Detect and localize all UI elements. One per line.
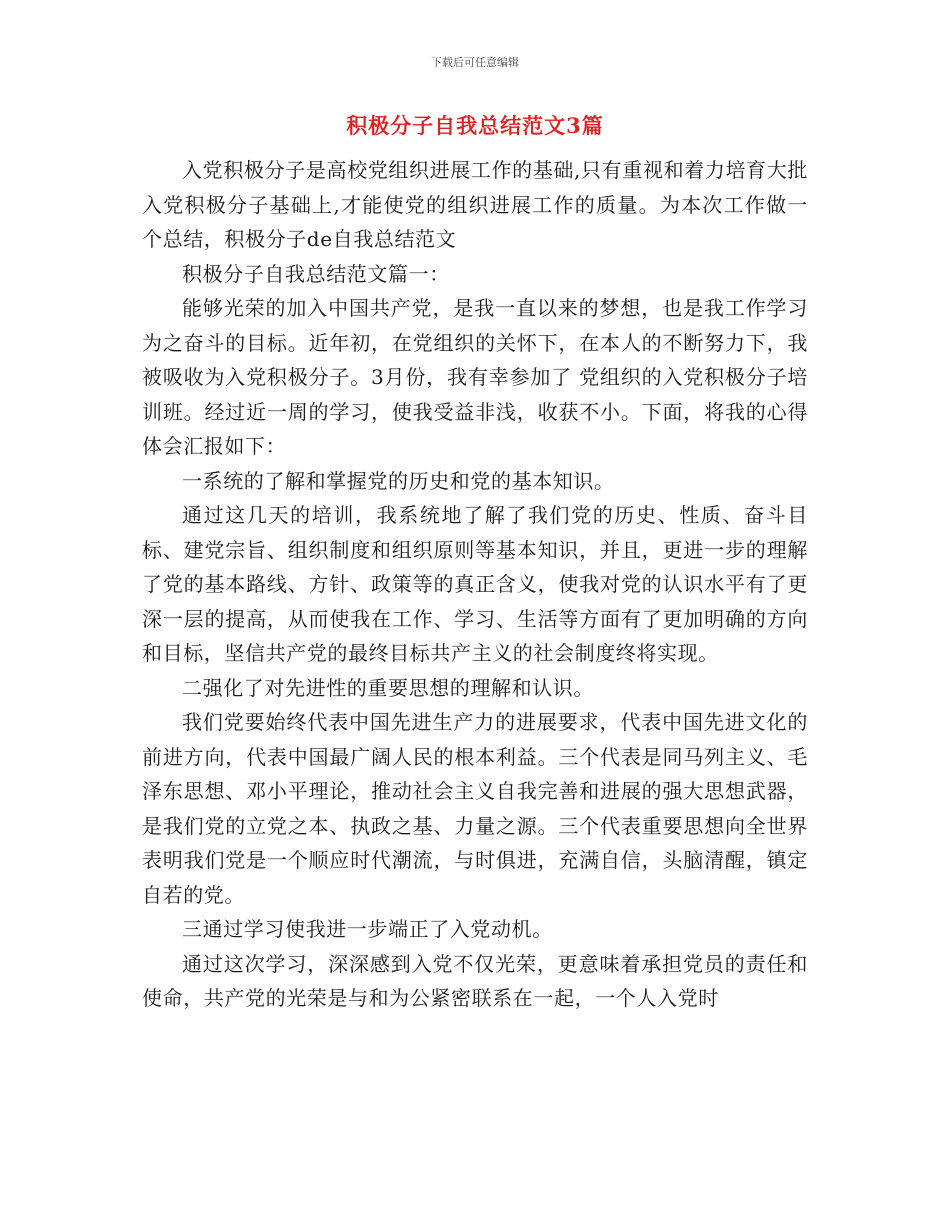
paragraph: 通过这几天的培训，我系统地了解了我们党的历史、性质、奋斗目标、建党宗旨、组织制度和组织原则等基本知识，并且，更进一步的理解了党的基本路线、方针、政策等的真正含义，使我对党的认识水平有了更深一层的提高，从而使我在工作、学习、生活等方面有了更加明确的方向和目标，坚信共产党的最终目标共产主义的社会制度终将实现。: [142, 503, 808, 665]
paragraph-subheading: 三通过学习使我进一步端正了入党动机。: [182, 917, 553, 941]
paragraph-subheading: 二强化了对先进性的重要思想的理解和认识。: [182, 675, 594, 700]
paragraph: 我们党要始终代表中国先进生产力的进展要求，代表中国先进文化的前进方向，代表中国最广阔人民的根本利益。三个代表是同马列主义、毛泽东思想、邓小平理论，推动社会主义自我完善和进展的强大思想武器，是我们党的立党之本、执政之基、力量之源。三个代表重要思想向全世界表明我们党是一个顺应时代潮流，与时俱进，充满自信，头脑清醒，镇定自若的党。: [142, 710, 808, 907]
page-header: 下载后可任意编辑: [431, 56, 519, 69]
paragraph: 通过这次学习，深深感到入党不仅光荣，更意味着承担党员的责任和使命，共产党的光荣是与和为公紧密联系在一起，一个人入党时: [142, 951, 808, 1010]
document-body: [142, 153, 808, 1016]
paragraph: 能够光荣的加入中国共产党，是我一直以来的梦想，也是我工作学习为之奋斗的目标。近年初，在党组织的关怀下，在本人的不断努力下，我被吸收为入党积极分子。3月份，我有幸参加了 党组织的入党积极分子培训班。经过近一周的学习，使我受益非浅，收获不小。下面，将我的心得体会汇报如下：: [142, 296, 808, 458]
paragraph-section-heading: 积极分子自我总结范文篇一：: [182, 261, 450, 286]
paragraph-subheading: 一系统的了解和掌握党的历史和党的基本知识。: [182, 468, 615, 493]
document-title: 积极分子自我总结范文3篇: [346, 113, 604, 138]
paragraph-intro: 入党积极分子是高校党组织进展工作的基础,只有重视和着力培育大批入党积极分子基础上,才能使党的组织进展工作的质量。为本次工作做一个总结，积极分子de自我总结范文: [142, 158, 808, 251]
